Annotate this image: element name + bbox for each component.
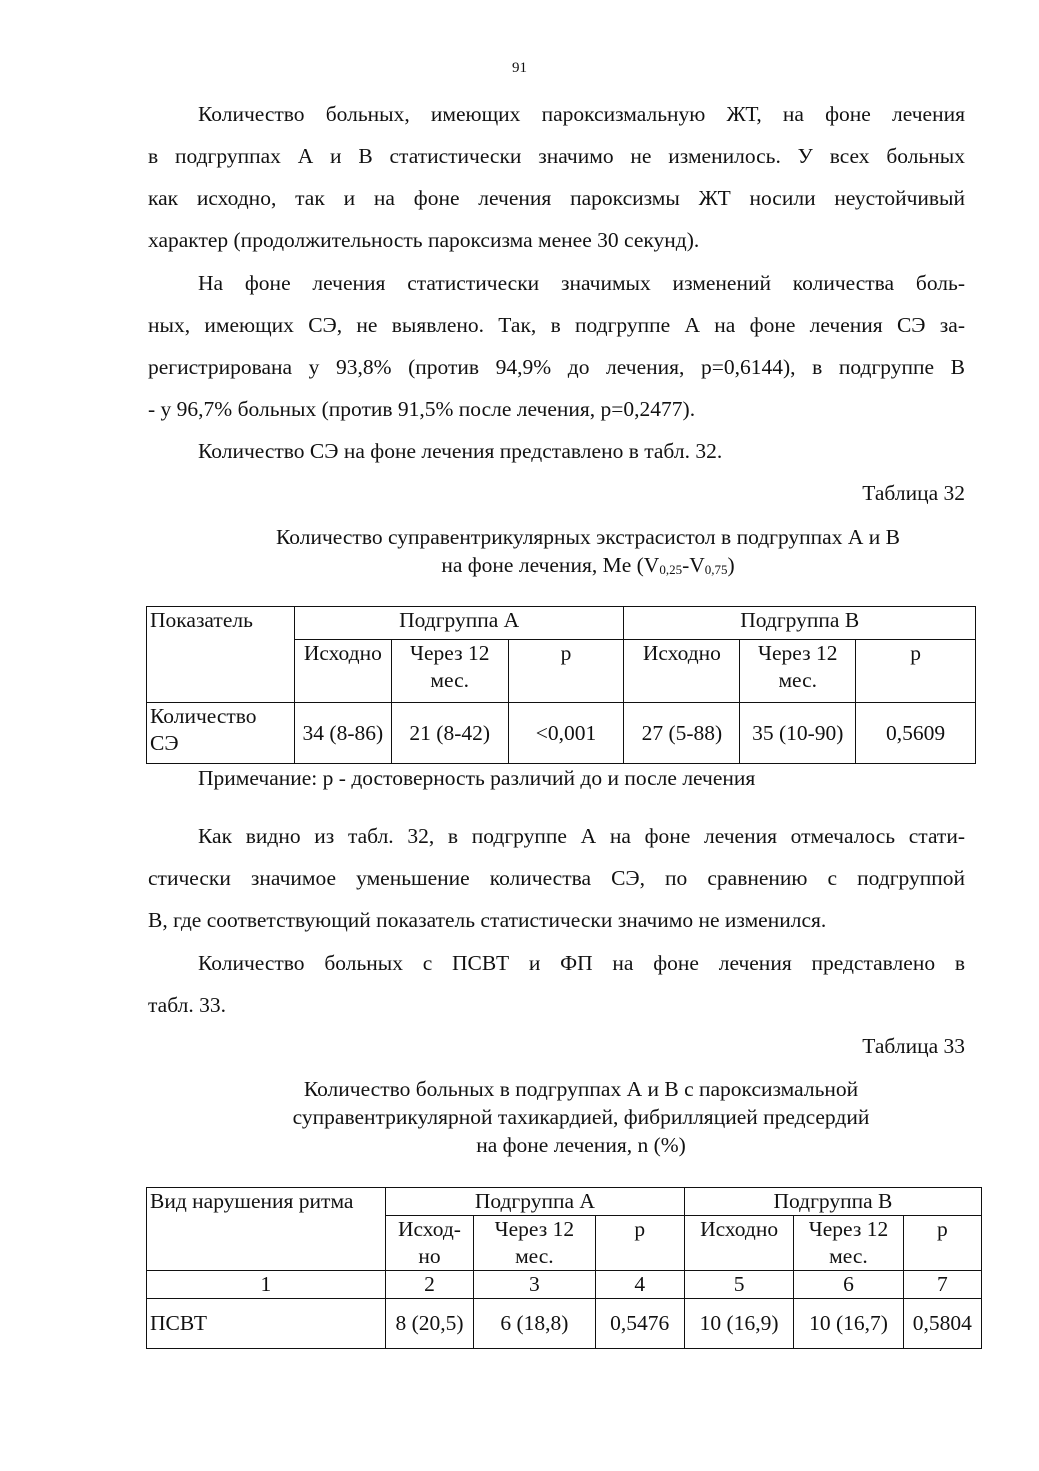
column-number-row — [147, 1271, 982, 1299]
header-after — [794, 1216, 903, 1271]
cell-b-p: 0,5609 — [856, 703, 976, 764]
paragraph-5 — [148, 942, 965, 1026]
header-p: p — [903, 1216, 981, 1271]
text-line: Количество больных, имеющих пароксизмальную ЖТ, на фоне лечения — [198, 102, 965, 126]
cell-a-initial: 34 (8-86) — [294, 703, 391, 764]
table-cell: 10 (16,7) — [794, 1299, 903, 1349]
cell-b-initial: 27 (5-88) — [624, 703, 740, 764]
paragraph-4 — [148, 815, 965, 941]
cell-a-after: 21 (8-42) — [391, 703, 508, 764]
table-title-line — [148, 551, 1028, 584]
header-text: Исход- — [398, 1217, 461, 1241]
header-initial: Исходно — [624, 640, 740, 703]
title-text: ) — [727, 553, 735, 577]
table-row — [147, 703, 976, 764]
column-number: 6 — [794, 1271, 903, 1299]
column-number: 4 — [595, 1271, 684, 1299]
header-text: Через 12 — [808, 1217, 889, 1241]
text-line: - у 96,7% больных (против 91,5% после лечения, p=0,2477). — [148, 397, 696, 421]
header-p: p — [856, 640, 976, 703]
header-text: мес. — [515, 1244, 554, 1268]
subscript: 0,75 — [704, 562, 728, 577]
text-line: как исходно, так и на фоне лечения пароксизмы ЖТ носили неустойчивый — [148, 186, 965, 210]
table-cell: 0,5476 — [595, 1299, 684, 1349]
table-title-line: Количество больных в подгруппах А и В с пароксизмальной — [303, 1077, 859, 1101]
table-32-label: Таблица 32 — [862, 481, 965, 505]
paragraph-2 — [148, 262, 965, 430]
text-line: Количество больных с ПСВТ и ФП на фоне лечения представлено в — [198, 951, 965, 975]
table-cell: 8 (20,5) — [385, 1299, 473, 1349]
header-text: Через 12 — [758, 641, 838, 665]
table-32 — [146, 606, 976, 764]
subscript: 0,25 — [659, 562, 683, 577]
title-text: -V — [682, 553, 705, 577]
header-initial: Исходно — [684, 1216, 793, 1271]
row-label: ПСВТ — [147, 1299, 386, 1349]
column-number: 7 — [903, 1271, 981, 1299]
text-line: табл. 33. — [148, 993, 226, 1017]
table-title-line: суправентрикулярной тахикардией, фибрилляцией предсердий — [292, 1105, 870, 1129]
column-number: 2 — [385, 1271, 473, 1299]
header-group-a: Подгруппа А — [385, 1188, 684, 1216]
table-33 — [146, 1187, 982, 1349]
table-33-title — [148, 1075, 1014, 1159]
table-cell: 10 (16,9) — [684, 1299, 793, 1349]
text-line: ных, имеющих СЭ, не выявлено. Так, в подгруппе А на фоне лечения СЭ за- — [148, 313, 965, 337]
table-title-line: Количество суправентрикулярных экстрасистол в подгруппах А и В — [276, 525, 900, 549]
title-text: на фоне лечения, Me (V — [441, 553, 660, 577]
text-line: регистрирована у 93,8% (против 94,9% до лечения, p=0,6144), в подгруппе В — [148, 355, 965, 379]
paragraph-1 — [148, 93, 965, 261]
header-indicator: Показатель — [147, 607, 295, 703]
header-p: p — [508, 640, 624, 703]
header-text: мес. — [430, 668, 470, 692]
header-text: но — [418, 1244, 441, 1268]
table-title-line: на фоне лечения, n (%) — [476, 1133, 686, 1157]
table-cell: 6 (18,8) — [474, 1299, 595, 1349]
row-label-text: Количество — [150, 704, 257, 728]
header-after — [474, 1216, 595, 1271]
text-line: В, где соответствующий показатель статистически значимо не изменился. — [148, 908, 827, 932]
text-line: характер (продолжительность пароксизма менее 30 секунд). — [148, 228, 700, 252]
header-text: мес. — [778, 668, 818, 692]
header-after — [740, 640, 856, 703]
cell-b-after: 35 (10-90) — [740, 703, 856, 764]
table-32-title — [148, 523, 1028, 584]
header-initial — [385, 1216, 473, 1271]
column-number: 5 — [684, 1271, 793, 1299]
paragraph-3 — [148, 430, 965, 472]
header-text: Через 12 — [494, 1217, 575, 1241]
table-32-note: Примечание: p - достоверность различий до и после лечения — [198, 766, 756, 790]
header-group-a: Подгруппа А — [294, 607, 624, 640]
header-group-b: Подгруппа В — [624, 607, 976, 640]
text-line: Как видно из табл. 32, в подгруппе А на фоне лечения отмечалось стати- — [198, 824, 965, 848]
page-number: 91 — [512, 60, 527, 76]
header-text: мес. — [829, 1244, 868, 1268]
header-group-b: Подгруппа В — [684, 1188, 981, 1216]
row-label — [147, 703, 295, 764]
text-line: в подгруппах А и В статистически значимо не изменилось. У всех больных — [148, 144, 965, 168]
text-line: Количество СЭ на фоне лечения представлено в табл. 32. — [198, 439, 723, 463]
text-line: стически значимое уменьшение количества СЭ, по сравнению с подгруппой — [148, 866, 965, 890]
table-33-label: Таблица 33 — [862, 1034, 965, 1058]
column-number: 1 — [147, 1271, 386, 1299]
table-cell: 0,5804 — [903, 1299, 981, 1349]
table-row — [147, 1299, 982, 1349]
header-text: Через 12 — [410, 641, 490, 665]
row-label-text: СЭ — [150, 731, 179, 755]
header-type: Вид нарушения ритма — [147, 1188, 386, 1271]
header-initial: Исходно — [294, 640, 391, 703]
cell-a-p: <0,001 — [508, 703, 624, 764]
text-line: На фоне лечения статистически значимых изменений количества боль- — [198, 271, 965, 295]
column-number: 3 — [474, 1271, 595, 1299]
header-after — [391, 640, 508, 703]
header-p: p — [595, 1216, 684, 1271]
